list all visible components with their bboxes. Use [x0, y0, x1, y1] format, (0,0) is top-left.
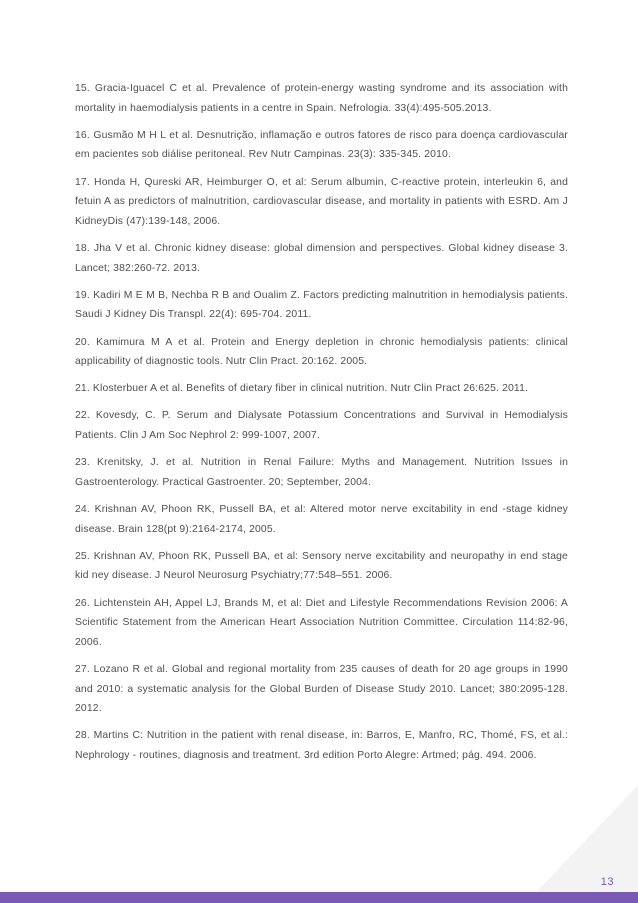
reference-item: 28. Martins C: Nutrition in the patient with renal disease, in: Barros, E, Manfro, RC, Thomé, FS, et al.: Nephrology - routines, diagnosis and treatment. 3rd edition Porto Alegre: Artmed; pág. 494. 2006.	[75, 730, 568, 761]
reference-item: 25. Krishnan AV, Phoon RK, Pussell BA, et al: Sensory nerve excitability and neuropathy in end stage kid ney disease. J Neurol Neurosurg Psychiatry;77:548–551. 2006.	[75, 550, 568, 582]
reference-item: 23. Krenitsky, J. et al. Nutrition in Renal Failure: Myths and Management. Nutrition Issues in Gastroenterology. Practical Gastroenter. 20; September, 2004.	[75, 457, 568, 488]
footer-accent-bar	[0, 892, 638, 903]
reference-list	[75, 79, 568, 773]
reference-item: 17. Honda H, Qureski AR, Heimburger O, et al: Serum albumin, C-reactive protein, interleukin 6, and fetuin A as predictors of malnutrition, cardiovascular disease, and mortality in patients with ESRD. Am J KidneyDis (47):139-148, 2006.	[75, 176, 568, 227]
reference-item: 24. Krishnan AV, Phoon RK, Pussell BA, et al: Altered motor nerve excitability in end -stage kidney disease. Brain 128(pt 9):2164-2174, 2005.	[75, 504, 568, 535]
reference-item: 22. Kovesdy, C. P. Serum and Dialysate Potassium Concentrations and Survival in Hemodialysis Patients. Clin J Am Soc Nephrol 2: 999-1007, 2007.	[75, 410, 568, 442]
reference-item: 21. Klosterbuer A et al. Benefits of dietary fiber in clinical nutrition. Nutr Clin Pract 26:625. 2011.	[75, 383, 529, 395]
reference-item: 20. Kamimura M A et al. Protein and Energy depletion in chronic hemodialysis patients: clinical applicability of diagnostic tools. Nutr Clin Pract. 20:162. 2005.	[75, 336, 568, 368]
reference-item: 27. Lozano R et al. Global and regional mortality from 235 causes of death for 20 age groups in 1990 and 2010: a systematic analysis for the Global Burden of Disease Study 2010. Lancet; 380:2095-128. 2012.	[75, 663, 568, 715]
reference-item: 26. Lichtenstein AH, Appel LJ, Brands M, et al: Diet and Lifestyle Recommendations Revision 2006: A Scientific Statement from the American Heart Association Nutrition Committee. Circulation 114:82-96, 2006.	[75, 597, 568, 648]
corner-decoration	[526, 785, 638, 903]
reference-item: 19. Kadiri M E M B, Nechba R B and Oualim Z. Factors predicting malnutrition in hemodialysis patients. Saudi J Kidney Dis Transpl. 22(4): 695-704. 2011.	[75, 289, 568, 321]
reference-item: 18. Jha V et al. Chronic kidney disease: global dimension and perspectives. Global kidney disease 3. Lancet; 382:260-72. 2013.	[75, 242, 568, 274]
page-number: 13	[600, 876, 614, 888]
reference-item: 16. Gusmão M H L et al. Desnutrição, inflamação e outros fatores de risco para doença cardiovascular em pacientes sob diálise peritoneal. Rev Nutr Campinas. 23(3): 335-345. 2010.	[75, 129, 568, 161]
reference-item: 15. Gracia-Iguacel C et al. Prevalence of protein-energy wasting syndrome and its association with mortality in haemodialysis patients in a centre in Spain. Nefrologia. 33(4):495-505.2013.	[75, 83, 568, 114]
